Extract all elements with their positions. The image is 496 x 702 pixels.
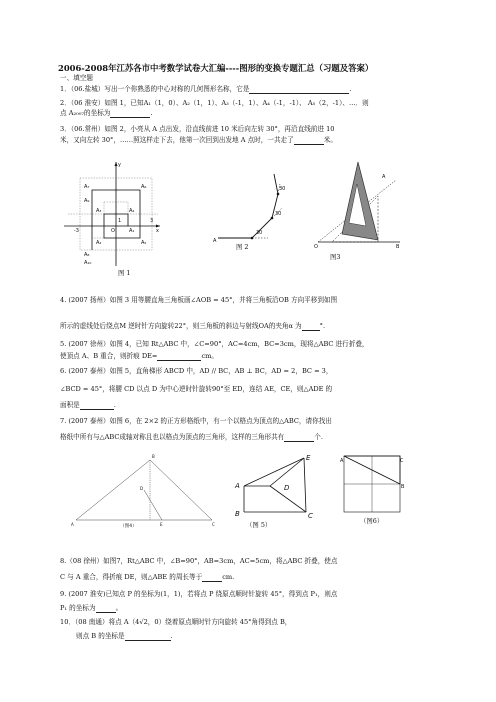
fig3-label-b: B	[396, 244, 400, 250]
fig1-label-a8: A₈	[84, 252, 90, 258]
question-10-tail: .	[170, 632, 173, 640]
fig1-label-a6: A₆	[141, 184, 147, 190]
question-8-text: C 与 A 重合，得折痕 DE，则△ABE 的周长等于	[60, 573, 203, 581]
question-5-line-2	[60, 352, 450, 361]
question-3-line-1: 3．（06.常州）如图 2，小亮从 A 点出发，沿直线前进 10 米后向左转 30°，再沿直线前进 10	[60, 125, 335, 133]
question-3-tail: 米。	[323, 136, 337, 144]
figure-4-folded-triangle	[66, 446, 216, 528]
question-1-text: 1．（06.盐城）写出一个你熟悉的中心对称的几何图形名称，它是	[60, 85, 250, 93]
answer-blank-2[interactable]	[110, 110, 150, 118]
question-6-line-2: ∠BCD = 45°，将腰 CD 以点 D 为中心逆时针旋转90°至 ED，连结 AE，CE，则△ADE 的	[60, 385, 333, 393]
page-title: 2006-2008年江苏各市中考数学试卷大汇编----图形的变换专题汇总（习题及答案）	[58, 63, 374, 73]
question-2-line-2: 点 A₂₀₀₇的坐标为 .	[60, 109, 153, 117]
question-6-text: 面积是	[60, 401, 80, 409]
fig1-label-a4: A₄	[96, 240, 102, 246]
question-4-tail: °.	[319, 322, 326, 330]
question-5-tail: cm。	[201, 352, 219, 360]
figure-6-caption: （图6）	[360, 517, 384, 525]
fig1-label-origin: O	[111, 228, 115, 234]
question-5-line-1: 5. (2007 徐州）如图 4，已知 Rt△ABC 中，∠C=90°，AC=4cm，BC=3cm，现将△ABC 进行折叠，	[60, 340, 369, 348]
fig4-label-a: A	[71, 522, 74, 527]
answer-blank-9[interactable]	[96, 605, 116, 613]
figure-4-caption: （图4）	[120, 524, 137, 529]
fig5-label-d: D	[284, 484, 290, 492]
question-6-tail: .	[113, 401, 116, 409]
question-5-text: 使顶点 A、B 重合，则折痕 DE=	[60, 352, 158, 360]
question-6-line-1: 6. (2007 泰州）如图 5，直角梯形 ABCD 中，AD // BC，AB ⊥ BC，AD = 2，BC = 3，	[60, 367, 333, 375]
question-4-text: 所示的虚线处后绕点M 逆时针方向旋转22°，则三角板的斜边与射线OA的夹角α 为	[60, 322, 302, 330]
question-8-tail: cm.	[222, 573, 235, 581]
answer-blank-5[interactable]	[157, 353, 201, 361]
question-3-text: 米，又向左转 30°，……照这样走下去，他第一次回到出发地 A 点时，一共走了	[60, 136, 294, 144]
fig4-label-b: B	[152, 454, 155, 459]
fig1-label-a10: A₁₀	[84, 260, 92, 266]
figure-5-caption: （图 5）	[246, 521, 272, 529]
question-2-line-1: 2．（06 淮安）如图 1，已知A₁（1，0）、A₂（1，1）、A₃（-1，1）、A₄（-1，-1）、 A₅（2，-1）、…．则	[60, 99, 369, 107]
question-8-line-2	[60, 573, 450, 582]
figure-1-coordinate-grid	[62, 160, 162, 268]
question-4-line-2	[60, 322, 450, 331]
question-3-line-2	[60, 136, 450, 145]
fig5-label-c: C	[308, 512, 313, 520]
question-10-line-1: 10．（08 南通）将点 A（4√2，0）绕着原点顺时针方向旋转 45°角得到点 B，	[60, 618, 292, 626]
question-8-line-1: 8.（08 徐州）如图7，Rt△ABC 中，∠B=90°，AB=3cm，AC=5cm，将△ABC 折叠，使点	[60, 557, 338, 565]
question-7-text: 格纸中所有与△ABC成轴对称且也以格点为顶点的三角形，这样的三角形共有	[60, 433, 285, 441]
answer-blank-3[interactable]	[294, 137, 324, 145]
fig4-label-c: C	[212, 522, 215, 527]
answer-blank-7[interactable]	[284, 434, 314, 442]
question-1: 1．（06.盐城）写出一个你熟悉的中心对称的几何图形名称，它是 .	[60, 85, 352, 93]
fig5-label-a: A	[235, 482, 240, 490]
fig1-label-a7: A₇	[84, 184, 90, 190]
fig3-label-o: O	[314, 244, 318, 250]
question-9-text: P₁ 的坐标为	[60, 604, 96, 612]
question-7-tail: 个.	[314, 433, 323, 441]
fig1-label-a3: A₃	[96, 208, 102, 214]
fig5-label-b: B	[235, 510, 240, 518]
answer-blank-1[interactable]	[249, 86, 349, 94]
figure-5-right-trapezoid	[232, 452, 322, 522]
section-heading: 一、填空题	[60, 74, 93, 82]
fig6-label-a: A	[340, 458, 344, 464]
fig5-label-e: E	[306, 454, 311, 462]
fig6-label-b: B	[401, 484, 405, 490]
fig1-label-1: 1	[118, 218, 122, 224]
fig4-label-d: D	[140, 486, 144, 491]
figure-1-caption: 图 1	[118, 269, 131, 277]
question-9-line-2	[60, 604, 450, 613]
fig1-label-a9: A₉	[84, 198, 90, 204]
question-2-text: 点 A₂₀₀₇的坐标为	[60, 109, 111, 117]
fig1-label-a2: A₂	[129, 208, 135, 214]
answer-blank-10[interactable]	[125, 633, 171, 641]
fig2-label-angle-1: 30	[256, 230, 263, 236]
fig1-label-a1: A₁	[129, 228, 135, 234]
figure-2-walking-path	[212, 168, 290, 248]
question-7-line-2	[60, 433, 450, 442]
answer-blank-6[interactable]	[80, 402, 114, 410]
fig2-label-angle-3: 30	[279, 186, 286, 192]
figure-3-caption: 图3	[330, 253, 341, 261]
fig1-label-neg3: -3	[74, 228, 79, 234]
fig1-label-x: x	[156, 228, 159, 234]
question-6-line-3	[60, 401, 450, 410]
fig1-label-3: 3	[150, 218, 154, 224]
figure-3-set-square	[312, 158, 402, 250]
question-7-line-1: 7. (2007 泰州）如图 6，在 2×2 的正方形格纸中，有一个以格点为顶点的△ABC，请你找出	[60, 417, 332, 425]
question-9-line-1: 9. (2007 淮安)已知点 P 的坐标为(1，1)，若将点 P 绕原点顺时针旋转 45°，得到点 P₁，则点	[60, 590, 338, 598]
question-10-line-2	[76, 632, 466, 641]
answer-blank-8[interactable]	[202, 574, 222, 582]
fig2-label-a: A	[213, 238, 217, 244]
question-10-text: 则点 B 的坐标是	[76, 632, 125, 640]
fig1-label-y: y	[118, 162, 121, 168]
figure-6-grid-triangle	[338, 452, 408, 516]
fig2-label-angle-2: 30	[275, 211, 282, 217]
fig3-label-a: A	[382, 174, 386, 180]
figure-2-caption: 图 2	[236, 243, 249, 251]
question-4-line-1: 4. (2007 扬州）如图 3 用等腰直角三角板画∠AOB = 45°，并将三角板沿OB 方向平移到如图	[60, 296, 338, 304]
answer-blank-4[interactable]	[302, 323, 320, 331]
question-9-tail: 。	[115, 604, 123, 612]
fig6-label-c: C	[400, 458, 404, 464]
fig4-label-e: E	[160, 522, 163, 527]
fig1-label-a5: A₅	[141, 240, 147, 246]
